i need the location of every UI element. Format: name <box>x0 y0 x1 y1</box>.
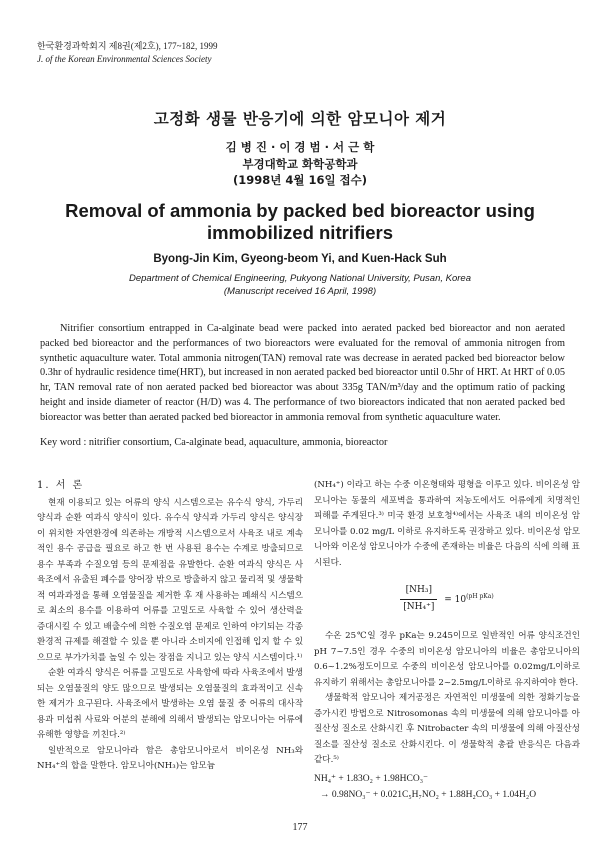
english-affiliation-block <box>0 272 600 298</box>
page-number: 177 <box>292 822 308 833</box>
journal-citation: 한국환경과학회지 제8권(제2호), 177~182, 1999 <box>37 41 218 51</box>
left-column <box>37 478 303 775</box>
korean-title: 고정화 생물 반응기에 의한 암모니아 제거 <box>153 110 447 128</box>
equation-line-1: NH₄⁺ + 1.83O₂ + 1.98HCO₃⁻ <box>314 773 429 784</box>
english-title-line-2: immobilized nitrifiers <box>206 222 394 243</box>
korean-affiliation: 부경대학교 화학공학과 <box>242 156 358 171</box>
body-paragraph: 수온 25℃일 경우 pKa는 9.245이므로 일반적인 어류 양식조건인 pH 7~7.5인 경우 수중의 비이온성 암모니아의 비율은 총암모니아의 0.6~1.2%정도이므로 수중의 비이온성 암모니아를 0.02mg/L이하로 유지하기 위해서는 총암모니아를 2~2.5mg/L이하로 유지하여야 한다. <box>314 631 580 688</box>
korean-author-block <box>0 139 600 189</box>
journal-name: J. of the Korean Environmental Sciences Society <box>37 54 212 64</box>
body-paragraph: 순환 여과식 양식은 어류를 고밀도로 사육함에 따라 사육조에서 발생되는 오염물질의 양도 많으므로 발생되는 오염물질의 효과적이고 신속한 제거가 요구된다. 사육조에서 발생하는 오염 물질 중 어류의 대사작용과 미섭취 사료와 어분의 분해에 의해서 발생되는 암모니아는 어류에 유해한 영향을 끼친다.²⁾ <box>37 668 303 740</box>
body-paragraph: 일반적으로 암모니아라 함은 총암모니아로서 비이온성 NH₃와 NH₄⁺의 합을 말한다. 암모니아(NH₃)는 암모늄 <box>37 745 303 771</box>
korean-received-date: (1998년 4월 16일 접수) <box>232 173 368 187</box>
english-title-line-1: Removal of ammonia by packed bed bioreactor using <box>65 200 535 221</box>
formula-exponent: (pH pKa) <box>466 592 494 600</box>
equation-line-2: → 0.98NO₃⁻ + 0.021C₅H₇NO₂ + 1.88H₂CO₃ + 1.04H₂O <box>320 789 537 800</box>
right-column <box>314 478 580 803</box>
formula-fraction <box>400 583 437 615</box>
journal-header <box>37 40 217 66</box>
abstract: Nitrifier consortium entrapped in Ca-alginate bead were packed into aerated packed bed bioreactor and non aerated packed bed bioreactor and the performances of two bioreactors were evaluated for the removal of ammonia nitrogen from synthetic aquaculture water. Total ammonia nitrogen(TAN) removal rate was decrease in aerated packed bed bioreactor below 0.3hr of hydraulic residence time(HRT), but increased in non aerated packed bed bioreactor until 0.5hr of HRT. At HRT of 0.05 hr, TAN removal rate of non aerated packed bed bioreactor was about 335g TAN/m³/day and the optimum ratio of packing height and inside diameter of reactor (H/D) was 4. The performance of two bioreactors indicated that non aerated packed bed bioreactor was better than aerated packed bed bioreactor in ammonia removal from synthetic aquaculture water. <box>40 323 565 423</box>
body-paragraph: 현재 이용되고 있는 어류의 양식 시스템으로는 유수식 양식, 가두리 양식과 순환 여과식 양식이 있다. 유수식 양식과 가두리 양식은 양식장이 위치한 자연환경에 의존하는 개방적 시스템으로서 사육조 내로 계속적인 용수 공급을 필요로 하고 한 번 사용된 용수는 수계로 방출되므로 용수 부족과 수질오염 등의 문제점을 유발한다. 순환 여과식 양식은 사육조에서 유출된 폐수를 양어장 밖으로 방출하지 않고 물리적 및 생물학적 여과과정을 통해 오염물질을 제거한 후 재 사용하는 폐쇄식 시스템으로 최소의 용수를 이용하여 어류를 고밀도로 사육할 수 있어 생산력을 증대시킬 수 있고 배출수에 의한 수질오염 문제로 인하여 야기되는 각종 환경적 규제를 해결할 수 있을 뿐 아니라 소비지에 인접해 입지 할 수 있으므로 부가가치를 높일 수 있는 장점을 지니고 있는 양식 시스템이다.¹⁾ <box>37 497 303 663</box>
section-heading: 1. 서 론 <box>37 480 85 491</box>
body-paragraph: (NH₄⁺) 이라고 하는 수중 이온형태와 평형을 이루고 있다. 비이온성 암모니아는 동물의 세포벽을 통과하여 저농도에서도 어류에게 치명적인 피해를 주게된다.³⁾ 미국 환경 보호청⁴⁾에서는 사육조 내의 비이온성 암모니아를 0.02 mg/L 이하로 유지하도록 권장하고 있다. 비이온성 암모니아와 이온성 암모니아가 수중에 존재하는 비율은 다음의 식에 의해 표시된다. <box>314 480 580 568</box>
ammonia-ratio-formula <box>314 583 580 615</box>
english-affiliation: Department of Chemical Engineering, Pukyong National University, Pusan, Korea <box>129 273 471 284</box>
formula-base: = 10 <box>444 594 467 605</box>
formula-numerator: [NH₃] <box>400 583 437 600</box>
english-received-date: (Manuscript received 16 April, 1998) <box>223 286 377 297</box>
english-title <box>0 200 600 244</box>
formula-rhs <box>444 592 494 605</box>
formula-denominator: [NH₄⁺] <box>403 601 435 612</box>
korean-authors: 김 병 진 · 이 경 범 · 서 근 학 <box>225 140 375 154</box>
keywords: Key word : nitrifier consortium, Ca-alginate bead, aquaculture, ammonia, bioreactor <box>40 437 388 448</box>
english-authors: Byong-Jin Kim, Gyeong-beom Yi, and Kuen-Hack Suh <box>153 253 447 265</box>
body-paragraph: 생물학적 암모니아 제거공정은 자연적인 미생물에 의한 정화기능을 증가시킨 방법으로 Nitrosomonas 속의 미생물에 의해 암모니아를 아질산성 질소로 산화시킨 후 Nitrobacter 속의 미생물에 의해 아질산성 질소를 질산성 질소로 산화시킨다. 이 생물학적 총괄 반응식은 다음과 같다.⁵⁾ <box>314 693 580 765</box>
nitrification-equation <box>314 771 580 803</box>
